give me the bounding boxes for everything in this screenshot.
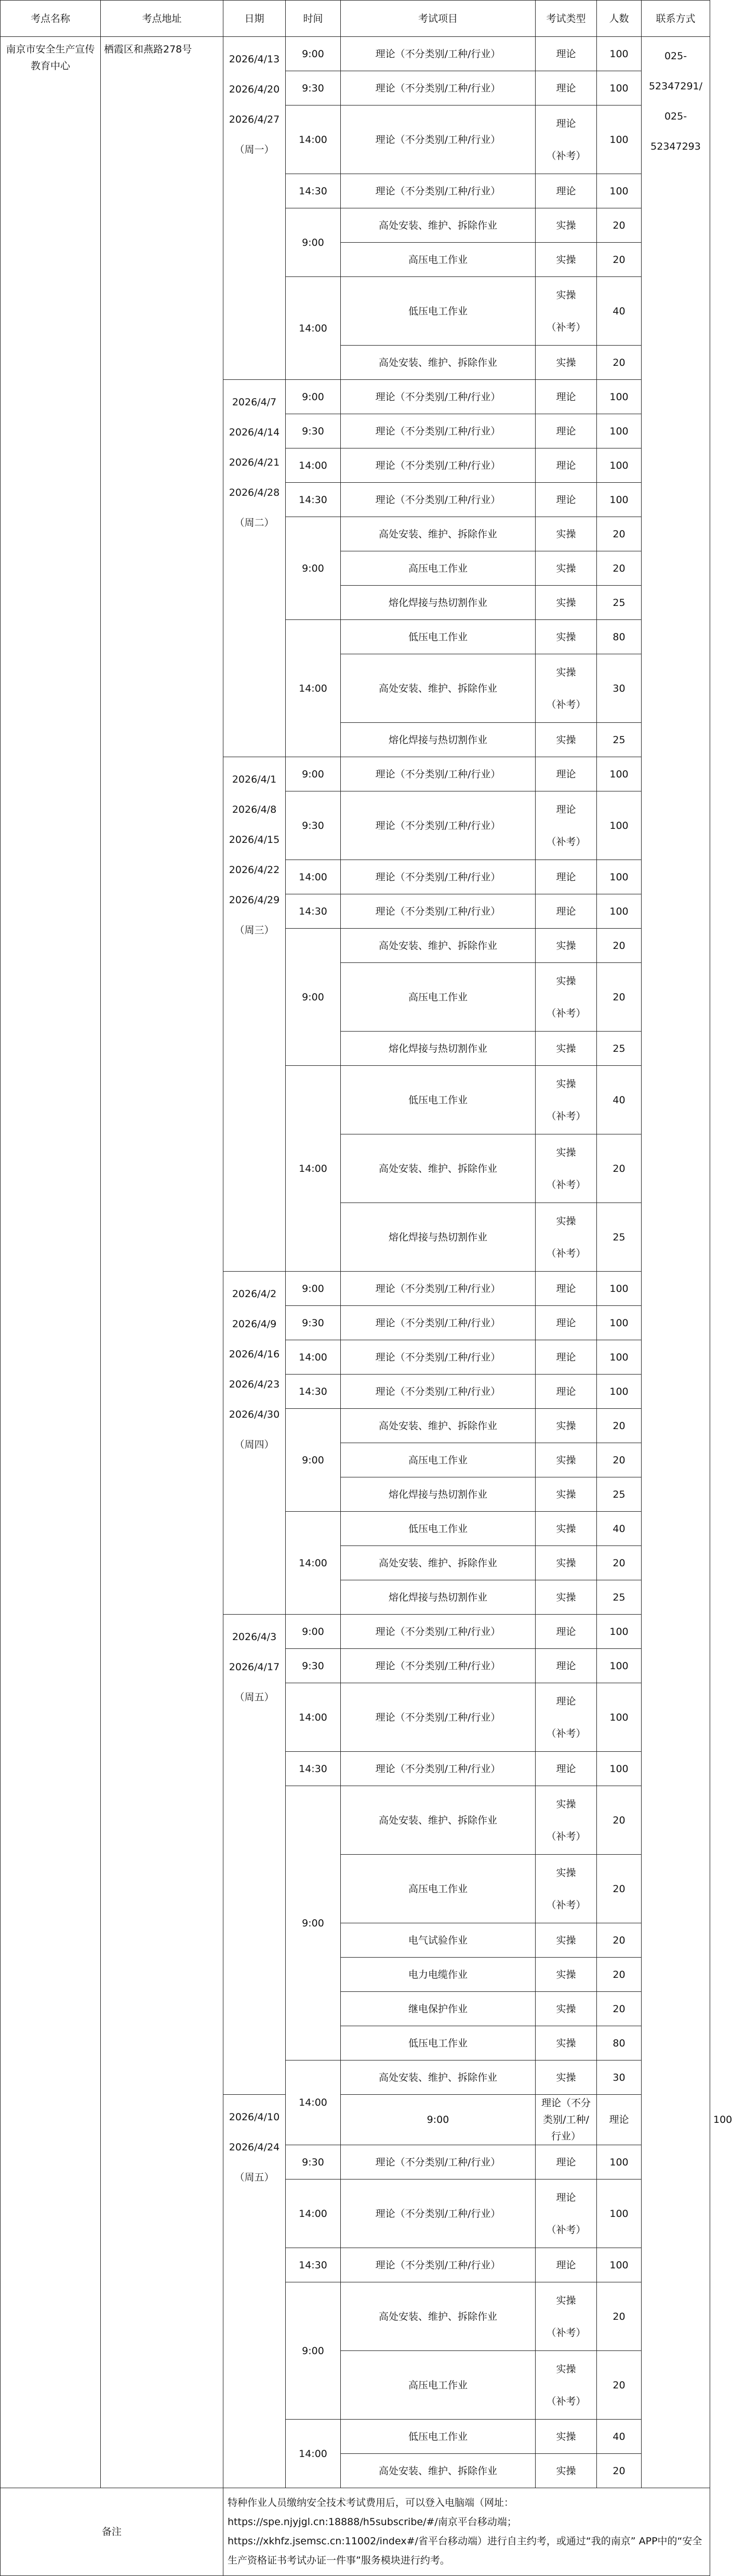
- exam-type-cell: 理论: [536, 1306, 597, 1340]
- headcount-cell: 100: [597, 1306, 642, 1340]
- exam-item-cell: 理论（不分类别/工种/行业）: [341, 2179, 536, 2248]
- note-line: https://xkhfz.jsemsc.cn:11002/index#/省平台移动端）进行自主约考，或通过“我的南京” APP中的“安全生产资格证书考试办证一件事”服务模块进行约考。: [228, 2535, 702, 2566]
- headcount-cell: 25: [597, 1203, 642, 1272]
- exam-item-cell: 高处安装、维护、拆除作业: [341, 346, 536, 380]
- exam-date: （周一）: [234, 144, 274, 155]
- exam-type-cell: 理论: [536, 2248, 597, 2282]
- exam-type: 实操: [556, 1146, 576, 1158]
- makeup-label: （补考）: [546, 1110, 586, 1122]
- headcount-cell: 40: [597, 1512, 642, 1546]
- header-cell: 考试类型: [536, 1, 597, 37]
- exam-type-cell: 实操: [536, 1546, 597, 1580]
- exam-type-cell: 实操: [536, 1923, 597, 1958]
- exam-date: 2026/4/2: [232, 1288, 277, 1300]
- exam-item-cell: 理论（不分类别/工种/行业）: [341, 71, 536, 105]
- contact-phone: 025-52347293: [650, 111, 701, 152]
- time-cell: 9:30: [286, 1649, 341, 1683]
- exam-type: 实操: [556, 975, 576, 987]
- headcount-cell: 100: [597, 1375, 642, 1409]
- headcount-cell: 80: [597, 2026, 642, 2060]
- time-cell: 14:30: [286, 483, 341, 517]
- exam-date: 2026/4/20: [229, 84, 280, 95]
- exam-item-cell: 高处安装、维护、拆除作业: [341, 517, 536, 551]
- exam-date: （周五）: [234, 2172, 274, 2183]
- exam-item-cell: 高处安装、维护、拆除作业: [341, 208, 536, 243]
- exam-type-cell: 理论: [536, 71, 597, 105]
- makeup-label: （补考）: [546, 2224, 586, 2236]
- center-name: 南京市安全生产宣传教育中心: [6, 44, 95, 72]
- date-cell: [223, 380, 286, 757]
- time-cell: 14:00: [286, 1066, 341, 1272]
- exam-type-cell: 理论: [536, 483, 597, 517]
- headcount-cell: 100: [597, 2248, 642, 2282]
- exam-date: 2026/4/3: [232, 1631, 277, 1643]
- exam-item-cell: 高压电工作业: [341, 1855, 536, 1923]
- exam-type-cell: 理论: [536, 37, 597, 71]
- time-cell: 9:30: [286, 414, 341, 448]
- note-label: 备注: [1, 2488, 223, 2576]
- headcount-cell: 20: [597, 2282, 642, 2351]
- exam-type-cell: [536, 791, 597, 860]
- headcount-cell: 20: [597, 208, 642, 243]
- headcount-cell: 100: [597, 71, 642, 105]
- headcount-cell: 100: [597, 483, 642, 517]
- exam-date: （周五）: [234, 1692, 274, 1703]
- exam-item-cell: 理论（不分类别/工种/行业）: [341, 1306, 536, 1340]
- exam-item-cell: 理论（不分类别/工种/行业）: [341, 860, 536, 894]
- exam-item-cell: 理论（不分类别/工种/行业）: [341, 1615, 536, 1649]
- time-cell: 14:00: [286, 2179, 341, 2248]
- makeup-label: （补考）: [546, 1830, 586, 1842]
- exam-date: 2026/4/24: [229, 2142, 280, 2153]
- headcount-cell: 100: [597, 37, 642, 71]
- exam-type: 实操: [556, 1867, 576, 1879]
- exam-type-cell: [536, 1855, 597, 1923]
- exam-type-cell: 实操: [536, 723, 597, 757]
- exam-type-cell: 实操: [536, 1992, 597, 2026]
- time-cell: 9:30: [286, 1306, 341, 1340]
- time-cell: 9:00: [286, 1409, 341, 1512]
- exam-type-cell: 理论: [536, 1272, 597, 1306]
- makeup-label: （补考）: [546, 150, 586, 162]
- makeup-label: （补考）: [546, 1727, 586, 1739]
- center-address-cell: [101, 37, 223, 2488]
- time-cell: 14:00: [286, 2420, 341, 2488]
- exam-type-cell: 实操: [536, 346, 597, 380]
- exam-type-cell: 理论: [536, 860, 597, 894]
- headcount-cell: 20: [597, 346, 642, 380]
- exam-type-cell: 理论: [536, 757, 597, 791]
- date-cell: [223, 1615, 286, 2095]
- exam-item-cell: 理论（不分类别/工种/行业）: [341, 483, 536, 517]
- time-cell: 9:30: [286, 791, 341, 860]
- exam-type-cell: 实操: [536, 1958, 597, 1992]
- exam-item-cell: 熔化焊接与热切割作业: [341, 1580, 536, 1615]
- exam-type-cell: [536, 1134, 597, 1203]
- exam-item-cell: 理论（不分类别/工种/行业）: [536, 2095, 597, 2145]
- exam-item-cell: 高处安装、维护、拆除作业: [341, 2282, 536, 2351]
- headcount-cell: 20: [597, 243, 642, 277]
- note-text: [223, 2488, 710, 2576]
- exam-item-cell: 高处安装、维护、拆除作业: [341, 1786, 536, 1855]
- time-cell: 14:00: [286, 1340, 341, 1375]
- header-cell: 日期: [223, 1, 286, 37]
- headcount-cell: 20: [597, 517, 642, 551]
- exam-type: 实操: [556, 1078, 576, 1090]
- exam-type: 理论: [556, 803, 576, 815]
- exam-date: （周三）: [234, 924, 274, 936]
- exam-date: 2026/4/8: [232, 804, 277, 815]
- makeup-label: （补考）: [546, 321, 586, 333]
- exam-date: （周二）: [234, 517, 274, 529]
- exam-item-cell: 理论（不分类别/工种/行业）: [341, 1649, 536, 1683]
- exam-type: 实操: [556, 2363, 576, 2375]
- date-cell: [223, 757, 286, 1272]
- exam-type-cell: [536, 1066, 597, 1134]
- time-cell: 9:00: [286, 1272, 341, 1306]
- headcount-cell: 100: [597, 414, 642, 448]
- exam-type-cell: 实操: [536, 2420, 597, 2454]
- date-cell: [223, 1272, 286, 1615]
- contact-cell: [642, 37, 710, 2488]
- exam-type-cell: [536, 2282, 597, 2351]
- exam-item-cell: 低压电工作业: [341, 2026, 536, 2060]
- exam-type-cell: 理论: [536, 174, 597, 208]
- header-row: [1, 1, 710, 37]
- exam-type-cell: [536, 963, 597, 1032]
- exam-item-cell: 高处安装、维护、拆除作业: [341, 2060, 536, 2095]
- exam-item-cell: 理论（不分类别/工种/行业）: [341, 757, 536, 791]
- time-cell: 14:30: [286, 174, 341, 208]
- exam-item-cell: 理论（不分类别/工种/行业）: [341, 2248, 536, 2282]
- header-cell: 考试项目: [341, 1, 536, 37]
- exam-type-cell: 实操: [536, 2060, 597, 2095]
- exam-date: 2026/4/22: [229, 864, 280, 876]
- exam-type-cell: 实操: [536, 1580, 597, 1615]
- exam-item-cell: 理论（不分类别/工种/行业）: [341, 1272, 536, 1306]
- exam-date: 2026/4/28: [229, 487, 280, 498]
- headcount-cell: 20: [597, 1409, 642, 1443]
- exam-type-cell: 理论: [536, 1752, 597, 1786]
- exam-item-cell: 高处安装、维护、拆除作业: [341, 654, 536, 723]
- exam-item-cell: 熔化焊接与热切割作业: [341, 1032, 536, 1066]
- exam-type-cell: 实操: [536, 1443, 597, 1477]
- contact-phone: 025-52347291/: [648, 50, 703, 92]
- exam-type-cell: [536, 1683, 597, 1752]
- exam-item-cell: 低压电工作业: [341, 2420, 536, 2454]
- time-cell: 14:00: [286, 105, 341, 174]
- headcount-cell: 100: [597, 894, 642, 929]
- exam-type-cell: 实操: [536, 517, 597, 551]
- headcount-cell: 100: [597, 2179, 642, 2248]
- exam-date: 2026/4/16: [229, 1349, 280, 1360]
- headcount-cell: 100: [597, 1649, 642, 1683]
- header-cell: 考点名称: [1, 1, 101, 37]
- headcount-cell: 25: [597, 1032, 642, 1066]
- header-cell: 联系方式: [642, 1, 710, 37]
- exam-type-cell: 实操: [536, 1032, 597, 1066]
- exam-type-cell: 理论: [536, 380, 597, 414]
- time-cell: 14:00: [286, 448, 341, 483]
- exam-type-cell: 实操: [536, 243, 597, 277]
- headcount-cell: 20: [597, 1992, 642, 2026]
- exam-type-cell: 理论: [536, 414, 597, 448]
- headcount-cell: 100: [597, 1272, 642, 1306]
- exam-item-cell: 高处安装、维护、拆除作业: [341, 1409, 536, 1443]
- date-cell: [223, 37, 286, 380]
- headcount-cell: 20: [597, 1958, 642, 1992]
- exam-item-cell: 电力电缆作业: [341, 1958, 536, 1992]
- exam-item-cell: 熔化焊接与热切割作业: [341, 586, 536, 620]
- headcount-cell: 20: [597, 1855, 642, 1923]
- time-cell: 9:00: [286, 2282, 341, 2420]
- note-row: [1, 2488, 710, 2576]
- exam-item-cell: 理论（不分类别/工种/行业）: [341, 2145, 536, 2179]
- headcount-cell: 25: [597, 723, 642, 757]
- exam-type-cell: [536, 1203, 597, 1272]
- time-cell: 9:00: [286, 517, 341, 620]
- exam-item-cell: 高压电工作业: [341, 1443, 536, 1477]
- exam-type-cell: 实操: [536, 620, 597, 654]
- headcount-cell: 100: [597, 860, 642, 894]
- headcount-cell: 40: [597, 2420, 642, 2454]
- exam-item-cell: 理论（不分类别/工种/行业）: [341, 1683, 536, 1752]
- headcount-cell: 20: [597, 2351, 642, 2420]
- exam-type-cell: 理论: [536, 1375, 597, 1409]
- exam-type: 理论: [556, 2191, 576, 2203]
- exam-type-cell: 理论: [536, 1615, 597, 1649]
- exam-item-cell: 高压电工作业: [341, 2351, 536, 2420]
- exam-item-cell: 熔化焊接与热切割作业: [341, 1203, 536, 1272]
- time-cell: 9:00: [286, 380, 341, 414]
- headcount-cell: 100: [597, 1683, 642, 1752]
- makeup-label: （补考）: [546, 1179, 586, 1191]
- exam-date: 2026/4/27: [229, 114, 280, 125]
- exam-date: 2026/4/15: [229, 834, 280, 846]
- headcount-cell: 25: [597, 586, 642, 620]
- makeup-label: （补考）: [546, 2327, 586, 2339]
- exam-item-cell: 高处安装、维护、拆除作业: [341, 1134, 536, 1203]
- time-cell: 14:30: [286, 894, 341, 929]
- exam-type-cell: 实操: [536, 208, 597, 243]
- exam-date: 2026/4/17: [229, 1661, 280, 1673]
- headcount-cell: 100: [597, 1615, 642, 1649]
- exam-item-cell: 高压电工作业: [341, 963, 536, 1032]
- headcount-cell: 20: [597, 1923, 642, 1958]
- exam-item-cell: 高压电工作业: [341, 551, 536, 586]
- makeup-label: （补考）: [546, 1899, 586, 1911]
- headcount-cell: 20: [597, 2454, 642, 2488]
- exam-type-cell: 实操: [536, 929, 597, 963]
- headcount-cell: 25: [597, 1477, 642, 1512]
- schedule-row: [1, 37, 710, 71]
- date-cell: [223, 2095, 286, 2488]
- makeup-label: （补考）: [546, 1247, 586, 1259]
- exam-item-cell: 低压电工作业: [341, 277, 536, 346]
- headcount-cell: 25: [597, 1580, 642, 1615]
- headcount-cell: 80: [597, 620, 642, 654]
- header-cell: 人数: [597, 1, 642, 37]
- exam-date: （周四）: [234, 1439, 274, 1450]
- exam-item-cell: 低压电工作业: [341, 1512, 536, 1546]
- exam-item-cell: 高处安装、维护、拆除作业: [341, 2454, 536, 2488]
- exam-date: 2026/4/29: [229, 894, 280, 906]
- headcount-cell: 100: [597, 105, 642, 174]
- headcount-cell: 20: [597, 1443, 642, 1477]
- exam-type: 实操: [556, 2294, 576, 2306]
- exam-type-cell: 理论: [536, 1649, 597, 1683]
- headcount-cell: 20: [597, 1786, 642, 1855]
- exam-type-cell: 实操: [536, 1409, 597, 1443]
- exam-item-cell: 低压电工作业: [341, 1066, 536, 1134]
- headcount-cell: 20: [597, 1134, 642, 1203]
- exam-date: 2026/4/9: [232, 1318, 277, 1330]
- exam-type-cell: 理论: [536, 894, 597, 929]
- schedule-row: 2026/4/10 2026/4/24 （周五） 9:00 理论（不分类别/工种/行业） 理论 100: [1, 2095, 710, 2145]
- time-cell: 9:00: [286, 757, 341, 791]
- exam-type: 实操: [556, 1798, 576, 1810]
- exam-type-cell: [536, 277, 597, 346]
- exam-type-cell: [536, 1786, 597, 1855]
- headcount-cell: 20: [597, 1546, 642, 1580]
- exam-type: 实操: [556, 666, 576, 678]
- exam-date: 2026/4/30: [229, 1409, 280, 1420]
- exam-type-cell: 实操: [536, 586, 597, 620]
- exam-type-cell: 实操: [536, 2026, 597, 2060]
- exam-date: 2026/4/13: [229, 54, 280, 65]
- time-cell: 9:30: [286, 71, 341, 105]
- exam-item-cell: 电气试验作业: [341, 1923, 536, 1958]
- headcount-cell: 40: [597, 1066, 642, 1134]
- exam-item-cell: 理论（不分类别/工种/行业）: [341, 1752, 536, 1786]
- headcount-cell: 100: [597, 791, 642, 860]
- time-cell: 14:00: [286, 860, 341, 894]
- header-cell: 考点地址: [101, 1, 223, 37]
- exam-date: 2026/4/1: [232, 774, 277, 785]
- exam-item-cell: 熔化焊接与热切割作业: [341, 1477, 536, 1512]
- exam-item-cell: 高压电工作业: [341, 243, 536, 277]
- time-cell: 14:00: [286, 1512, 341, 1615]
- center-name-cell: [1, 37, 101, 2488]
- makeup-label: （补考）: [546, 836, 586, 848]
- exam-item-cell: 理论（不分类别/工种/行业）: [341, 1340, 536, 1375]
- exam-item-cell: 理论（不分类别/工种/行业）: [341, 105, 536, 174]
- exam-type: 理论: [556, 117, 576, 129]
- headcount-cell: 30: [597, 654, 642, 723]
- headcount-cell: 30: [597, 2060, 642, 2095]
- headcount-cell: 100: [597, 448, 642, 483]
- headcount-cell: 40: [597, 277, 642, 346]
- center-address: 栖霞区和燕路278号: [104, 44, 192, 55]
- time-cell: 14:30: [286, 1375, 341, 1409]
- exam-date: 2026/4/21: [229, 457, 280, 468]
- exam-item-cell: 理论（不分类别/工种/行业）: [341, 791, 536, 860]
- exam-type-cell: 理论: [536, 2145, 597, 2179]
- exam-type-cell: 实操: [536, 1477, 597, 1512]
- exam-item-cell: 理论（不分类别/工种/行业）: [341, 894, 536, 929]
- exam-type-cell: [536, 654, 597, 723]
- time-cell: 14:30: [286, 1752, 341, 1786]
- headcount-cell: 100: [597, 174, 642, 208]
- exam-type-cell: 理论: [536, 1340, 597, 1375]
- exam-item-cell: 理论（不分类别/工种/行业）: [341, 37, 536, 71]
- time-cell: 14:00: [286, 1683, 341, 1752]
- time-cell: 14:30: [286, 2248, 341, 2282]
- exam-type-cell: [536, 2351, 597, 2420]
- time-cell: 14:00: [286, 2060, 341, 2145]
- headcount-cell: 100: [597, 1340, 642, 1375]
- exam-item-cell: 熔化焊接与热切割作业: [341, 723, 536, 757]
- exam-item-cell: 继电保护作业: [341, 1992, 536, 2026]
- exam-type-cell: 实操: [536, 2454, 597, 2488]
- exam-date: 2026/4/10: [229, 2111, 280, 2123]
- exam-type-cell: [536, 2179, 597, 2248]
- makeup-label: （补考）: [546, 2395, 586, 2407]
- exam-item-cell: 理论（不分类别/工种/行业）: [341, 174, 536, 208]
- headcount-cell: 20: [597, 929, 642, 963]
- time-cell: 9:00: [286, 929, 341, 1066]
- exam-item-cell: 低压电工作业: [341, 620, 536, 654]
- exam-item-cell: 高处安装、维护、拆除作业: [341, 929, 536, 963]
- makeup-label: （补考）: [546, 1007, 586, 1019]
- exam-item-cell: 高处安装、维护、拆除作业: [341, 1546, 536, 1580]
- exam-item-cell: 理论（不分类别/工种/行业）: [341, 414, 536, 448]
- time-cell: 9:00: [286, 1786, 341, 2060]
- exam-date: 2026/4/7: [232, 397, 277, 408]
- time-cell: 9:00: [286, 1615, 341, 1649]
- exam-type: 理论: [556, 1695, 576, 1707]
- time-cell: 9:00: [286, 208, 341, 277]
- headcount-cell: 100: [597, 757, 642, 791]
- note-line: 特种作业人员缴纳安全技术考试费用后，可以登入电脑端（网址：https://spe.njyjgl.cn:18888/h5subscribe/#/南京平台移动端；: [228, 2497, 517, 2528]
- exam-type-cell: 实操: [536, 1512, 597, 1546]
- header-cell: 时间: [286, 1, 341, 37]
- headcount-cell: 20: [597, 551, 642, 586]
- exam-type: 实操: [556, 1215, 576, 1227]
- time-cell: 14:00: [286, 620, 341, 757]
- headcount-cell: 100: [597, 380, 642, 414]
- time-cell: 14:00: [286, 277, 341, 380]
- exam-type-cell: 实操: [536, 551, 597, 586]
- exam-date: 2026/4/14: [229, 427, 280, 438]
- headcount-cell: 20: [597, 963, 642, 1032]
- makeup-label: （补考）: [546, 698, 586, 710]
- time-cell: 9:00: [341, 2095, 536, 2145]
- exam-item-cell: 理论（不分类别/工种/行业）: [341, 448, 536, 483]
- exam-item-cell: 理论（不分类别/工种/行业）: [341, 380, 536, 414]
- headcount-cell: 100: [597, 2145, 642, 2179]
- time-cell: 9:30: [286, 2145, 341, 2179]
- exam-type-cell: [536, 105, 597, 174]
- headcount-cell: 100: [597, 1752, 642, 1786]
- exam-type-cell: 理论: [536, 448, 597, 483]
- exam-item-cell: 理论（不分类别/工种/行业）: [341, 1375, 536, 1409]
- exam-date: 2026/4/23: [229, 1379, 280, 1390]
- exam-type: 实操: [556, 289, 576, 301]
- exam-type-cell: 理论: [597, 2095, 642, 2145]
- time-cell: 9:00: [286, 37, 341, 71]
